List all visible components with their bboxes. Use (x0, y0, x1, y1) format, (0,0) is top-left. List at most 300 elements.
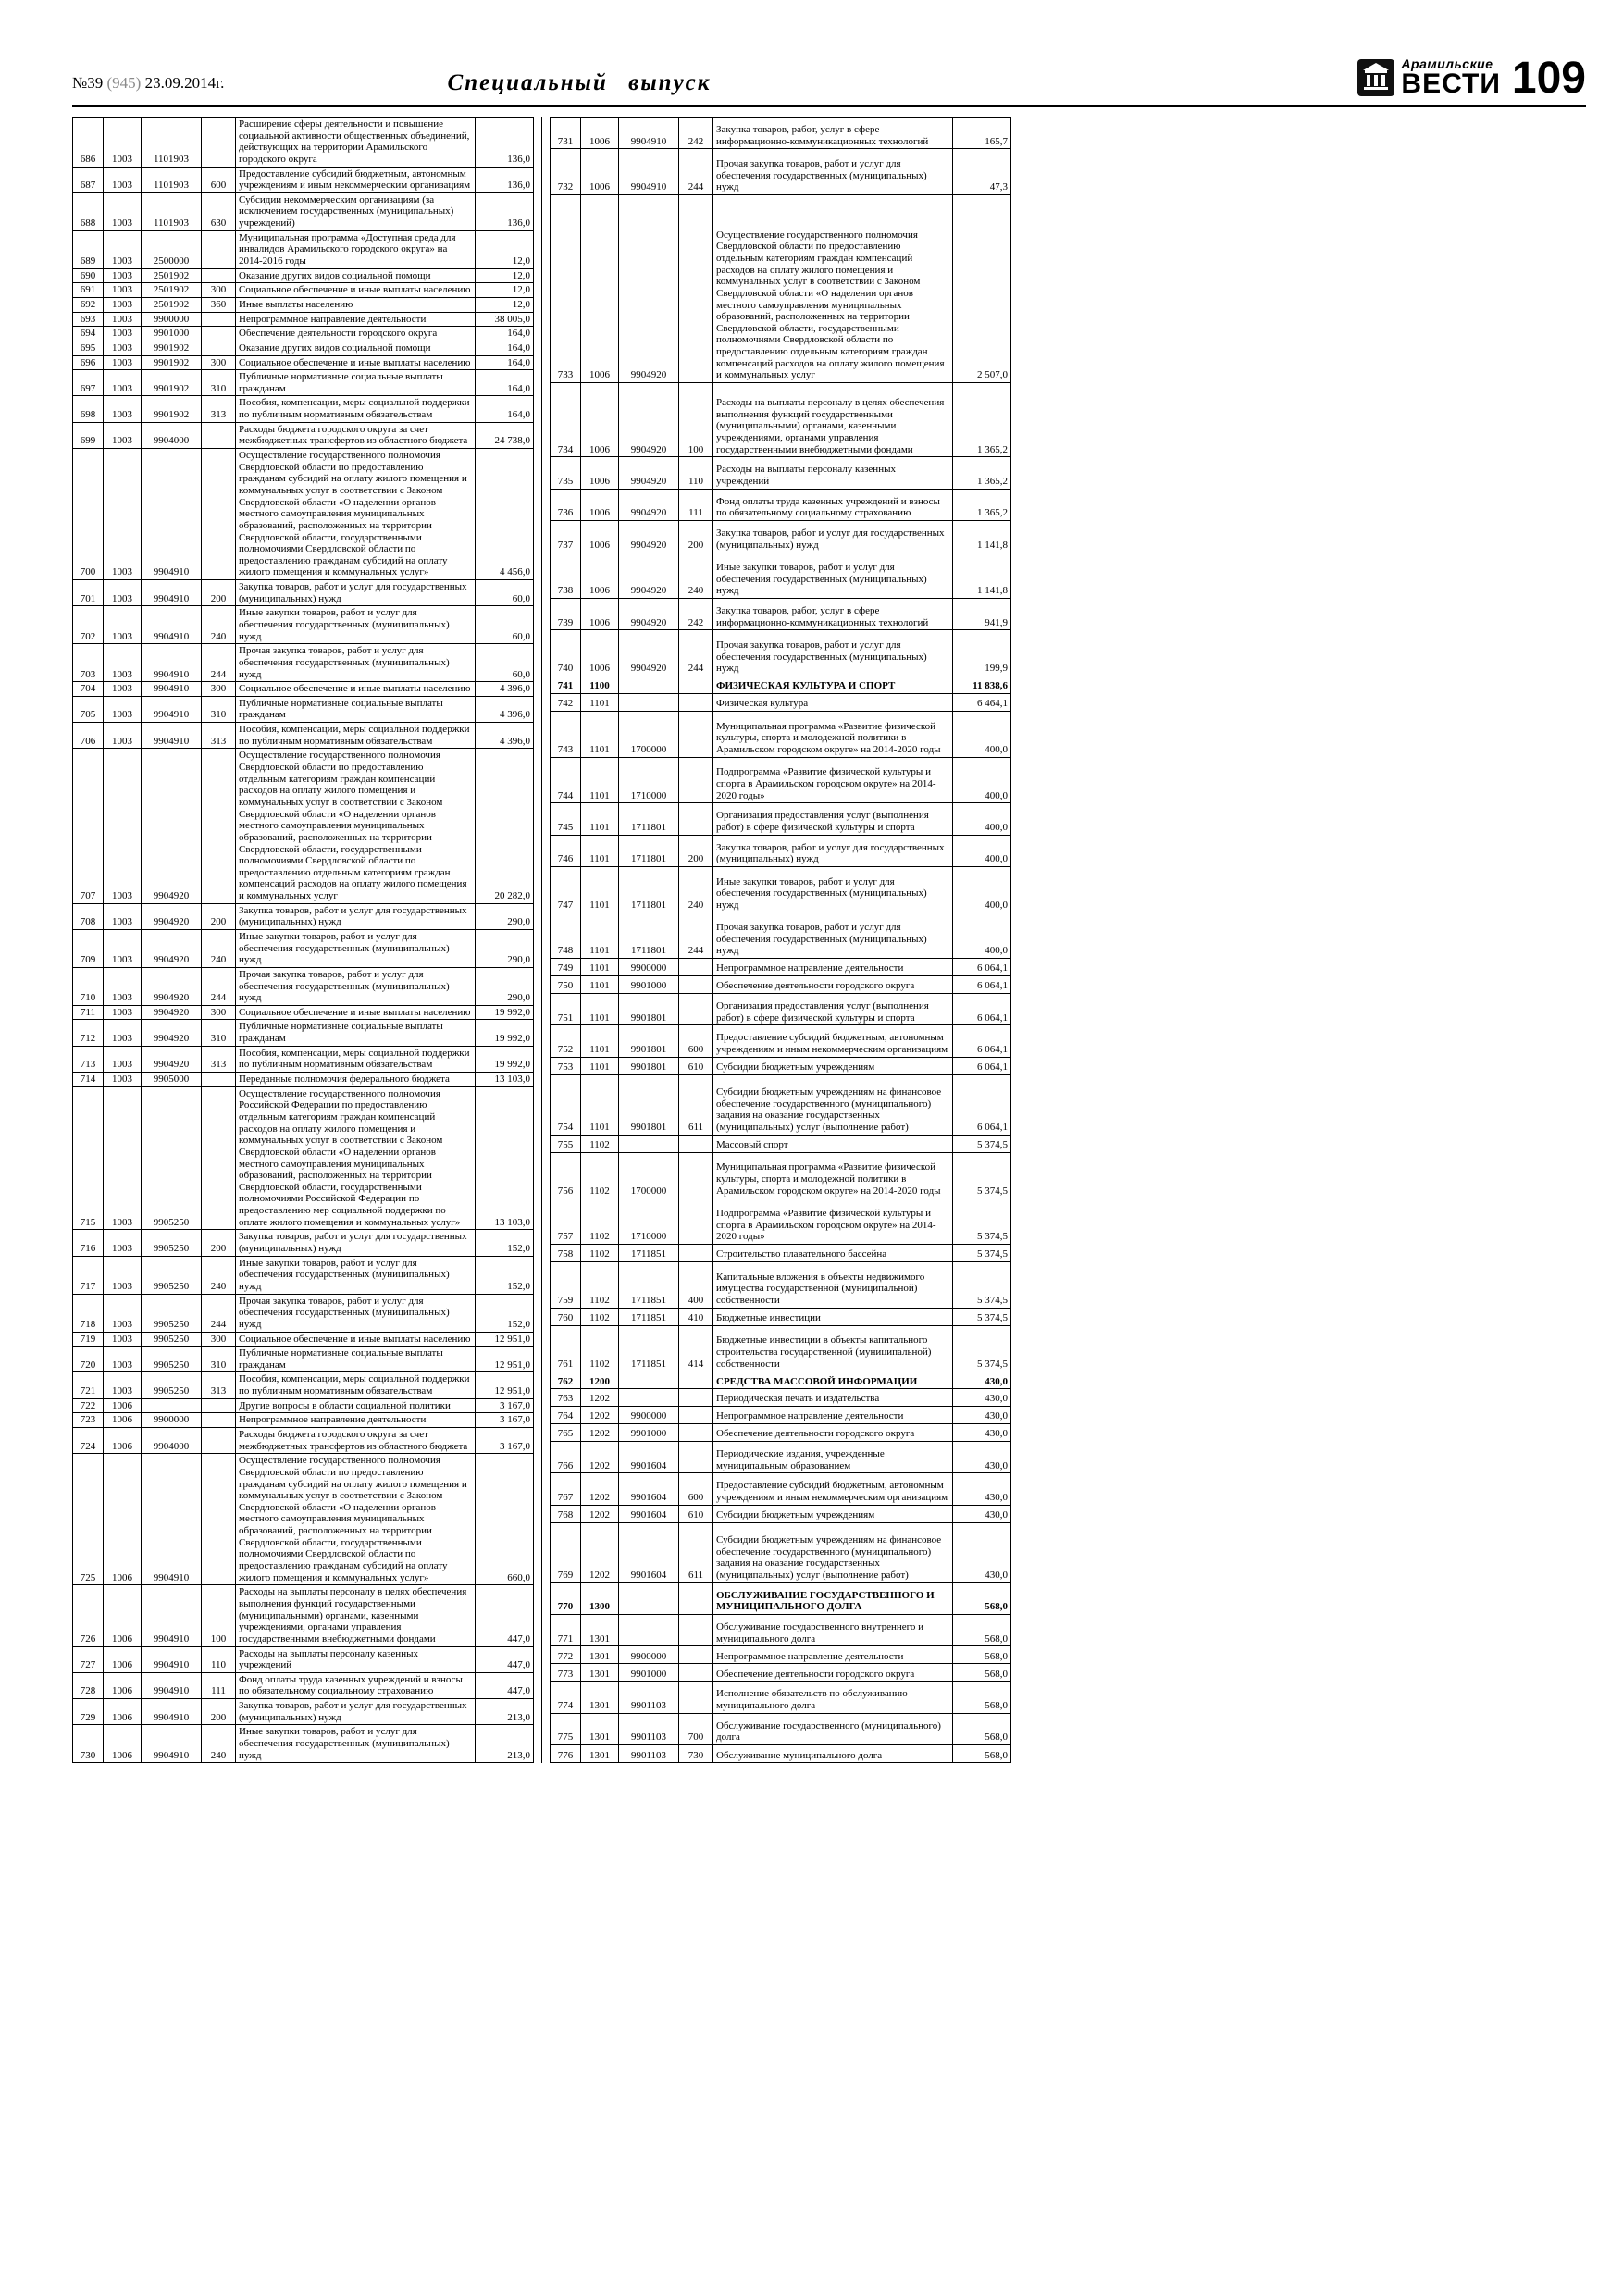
table-row (73, 1372, 534, 1398)
amount-cell: 136,0 (476, 167, 534, 192)
row-number-cell: 703 (73, 644, 104, 682)
target-article-code-cell: 9904920 (619, 383, 679, 457)
amount-cell: 152,0 (476, 1230, 534, 1256)
row-number-cell: 708 (73, 903, 104, 929)
description-cell: Пособия, компенсации, меры социальной поддержки по публичным нормативным обязательствам (236, 723, 476, 749)
amount-cell: 1 141,8 (953, 521, 1011, 552)
section-code-cell: 1003 (104, 355, 142, 370)
section-code-cell: 1006 (581, 118, 619, 149)
row-number-cell: 722 (73, 1398, 104, 1413)
expense-type-code-cell (202, 1427, 236, 1453)
expense-type-code-cell: 300 (202, 355, 236, 370)
description-cell: Фонд оплаты труда казенных учреждений и взносы по обязательному социальному страхованию (236, 1672, 476, 1698)
amount-cell: 12,0 (476, 230, 534, 268)
description-cell: Расходы бюджета городского округа за счет межбюджетных трансфертов из областного бюджета (236, 422, 476, 448)
amount-cell: 4 396,0 (476, 696, 534, 722)
amount-cell: 5 374,5 (953, 1261, 1011, 1308)
description-cell: Организация предоставления услуг (выполнения работ) в сфере физической культуры и спорта (713, 803, 953, 835)
table-row (551, 994, 1011, 1025)
target-article-code-cell (619, 1389, 679, 1407)
amount-cell: 6 064,1 (953, 976, 1011, 994)
description-cell: Пособия, компенсации, меры социальной поддержки по публичным нормативным обязательствам (236, 1046, 476, 1072)
row-number-cell: 706 (73, 723, 104, 749)
table-row (551, 1325, 1011, 1371)
amount-cell: 6 064,1 (953, 1057, 1011, 1074)
row-number-cell: 726 (73, 1585, 104, 1646)
expense-type-code-cell: 310 (202, 1020, 236, 1046)
description-cell: Предоставление субсидий бюджетным, автономным учреждениям и иным некоммерческим организациям (713, 1473, 953, 1505)
expense-type-code-cell: 200 (679, 521, 713, 552)
expense-type-code-cell: 611 (679, 1074, 713, 1135)
target-article-code-cell: 9904910 (142, 1646, 202, 1672)
section-code-cell: 1100 (581, 676, 619, 693)
amount-cell: 400,0 (953, 757, 1011, 803)
amount-cell: 11 838,6 (953, 676, 1011, 693)
table-row (551, 552, 1011, 599)
expense-type-code-cell: 200 (202, 580, 236, 606)
description-cell: Иные закупки товаров, работ и услуг для обеспечения государственных (муниципальных) нужд (236, 1725, 476, 1763)
description-cell: Субсидии бюджетным учреждениям (713, 1057, 953, 1074)
section-code-cell: 1006 (581, 383, 619, 457)
section-code-cell: 1102 (581, 1135, 619, 1152)
expense-type-code-cell: 300 (202, 283, 236, 298)
table-row (73, 1413, 534, 1428)
row-number-cell: 762 (551, 1371, 581, 1389)
table-row (551, 1074, 1011, 1135)
row-number-cell: 749 (551, 959, 581, 976)
table-row (73, 1347, 534, 1372)
amount-cell: 400,0 (953, 803, 1011, 835)
row-number-cell: 718 (73, 1294, 104, 1332)
section-code-cell: 1101 (581, 693, 619, 711)
section-code-cell: 1003 (104, 370, 142, 396)
table-row (551, 711, 1011, 757)
expense-type-code-cell (679, 1424, 713, 1442)
target-article-code-cell (619, 676, 679, 693)
section-code-cell: 1003 (104, 903, 142, 929)
table-columns (72, 117, 1586, 1763)
section-code-cell: 1003 (104, 1372, 142, 1398)
section-code-cell: 1003 (104, 449, 142, 580)
section-code-cell: 1006 (104, 1454, 142, 1585)
expense-type-code-cell (202, 449, 236, 580)
row-number-cell: 733 (551, 194, 581, 382)
row-number-cell: 755 (551, 1135, 581, 1152)
description-cell: Переданные полномочия федерального бюджета (236, 1073, 476, 1087)
expense-type-code-cell: 730 (679, 1744, 713, 1762)
description-cell: Обслуживание государственного внутреннего и муниципального долга (713, 1614, 953, 1645)
target-article-code-cell: 9901103 (619, 1682, 679, 1713)
page-number: 109 (1511, 54, 1586, 104)
section-code-cell: 1003 (104, 327, 142, 341)
amount-cell: 290,0 (476, 903, 534, 929)
target-article-code-cell: 1711801 (619, 912, 679, 959)
table-row (551, 1473, 1011, 1505)
table-row (73, 297, 534, 312)
target-article-code-cell: 2501902 (142, 268, 202, 283)
target-article-code-cell: 9904910 (142, 449, 202, 580)
section-code-cell: 1301 (581, 1664, 619, 1682)
issue-info (72, 74, 224, 98)
target-article-code-cell: 9900000 (619, 1646, 679, 1664)
description-cell: Иные выплаты населению (236, 297, 476, 312)
row-number-cell: 742 (551, 693, 581, 711)
description-cell: Муниципальная программа «Развитие физической культуры, спорта и молодежной политики в Арамильском городском округе» на 2014-2020 годы (713, 711, 953, 757)
expense-type-code-cell (679, 803, 713, 835)
amount-cell: 13 103,0 (476, 1073, 534, 1087)
table-row (73, 1725, 534, 1763)
amount-cell: 400,0 (953, 912, 1011, 959)
expense-type-code-cell: 611 (679, 1522, 713, 1582)
section-code-cell: 1003 (104, 1086, 142, 1230)
target-article-code-cell: 9900000 (142, 312, 202, 327)
row-number-cell: 725 (73, 1454, 104, 1585)
target-article-code-cell: 9901000 (619, 1664, 679, 1682)
amount-cell: 568,0 (953, 1664, 1011, 1682)
target-article-code-cell: 9901604 (619, 1442, 679, 1473)
target-article-code-cell: 1711851 (619, 1325, 679, 1371)
amount-cell: 430,0 (953, 1389, 1011, 1407)
row-number-cell: 695 (73, 341, 104, 355)
amount-cell: 4 396,0 (476, 682, 534, 697)
amount-cell: 5 374,5 (953, 1325, 1011, 1371)
expense-type-code-cell: 400 (679, 1261, 713, 1308)
row-number-cell: 707 (73, 749, 104, 903)
expense-type-code-cell (679, 1407, 713, 1424)
target-article-code-cell: 9901801 (619, 994, 679, 1025)
description-cell: Обеспечение деятельности городского округа (713, 1424, 953, 1442)
target-article-code-cell: 9905000 (142, 1073, 202, 1087)
table-row (551, 1244, 1011, 1261)
target-article-code-cell: 9904920 (142, 903, 202, 929)
description-cell: Субсидии бюджетным учреждениям (713, 1505, 953, 1522)
row-number-cell: 738 (551, 552, 581, 599)
target-article-code-cell: 9904920 (619, 598, 679, 629)
amount-cell: 60,0 (476, 580, 534, 606)
expense-type-code-cell: 111 (202, 1672, 236, 1698)
row-number-cell: 752 (551, 1025, 581, 1057)
expense-type-code-cell: 242 (679, 118, 713, 149)
target-article-code-cell: 9901103 (619, 1713, 679, 1744)
target-article-code-cell: 9904910 (142, 1672, 202, 1698)
table-row (73, 903, 534, 929)
table-row (73, 723, 534, 749)
target-article-code-cell: 1700000 (619, 711, 679, 757)
target-article-code-cell: 9901902 (142, 341, 202, 355)
amount-cell: 6 064,1 (953, 959, 1011, 976)
section-code-cell: 1003 (104, 1230, 142, 1256)
section-code-cell: 1102 (581, 1152, 619, 1198)
target-article-code-cell: 1101903 (142, 192, 202, 230)
amount-cell: 400,0 (953, 866, 1011, 912)
section-code-cell: 1006 (104, 1427, 142, 1453)
target-article-code-cell: 9904920 (142, 1005, 202, 1020)
target-article-code-cell: 1101903 (142, 118, 202, 168)
table-row (73, 749, 534, 903)
row-number-cell: 720 (73, 1347, 104, 1372)
row-number-cell: 775 (551, 1713, 581, 1744)
section-code-cell: 1006 (581, 630, 619, 676)
target-article-code-cell: 9904910 (142, 644, 202, 682)
target-article-code-cell: 1711801 (619, 803, 679, 835)
section-code-cell: 1003 (104, 1020, 142, 1046)
description-cell: Иные закупки товаров, работ и услуг для обеспечения государственных (муниципальных) нужд (713, 866, 953, 912)
description-cell: Строительство плавательного бассейна (713, 1244, 953, 1261)
row-number-cell: 728 (73, 1672, 104, 1698)
expense-type-code-cell: 110 (679, 457, 713, 489)
section-code-cell: 1003 (104, 644, 142, 682)
description-cell: Оказание других видов социальной помощи (236, 341, 476, 355)
target-article-code-cell: 9901801 (619, 1057, 679, 1074)
target-article-code-cell: 9900000 (619, 959, 679, 976)
table-row (73, 1086, 534, 1230)
amount-cell: 13 103,0 (476, 1086, 534, 1230)
section-code-cell: 1101 (581, 835, 619, 866)
amount-cell: 164,0 (476, 341, 534, 355)
amount-cell: 20 282,0 (476, 749, 534, 903)
target-article-code-cell: 9901902 (142, 396, 202, 422)
description-cell: Расходы на выплаты персоналу казенных учреждений (713, 457, 953, 489)
section-code-cell: 1006 (581, 489, 619, 520)
description-cell: Закупка товаров, работ, услуг в сфере информационно-коммуникационных технологий (713, 598, 953, 629)
target-article-code-cell: 9901000 (619, 976, 679, 994)
description-cell: Капитальные вложения в объекты недвижимого имущества государственной (муниципальной) собственности (713, 1261, 953, 1308)
amount-cell: 164,0 (476, 327, 534, 341)
amount-cell: 6 064,1 (953, 994, 1011, 1025)
section-code-cell: 1003 (104, 1294, 142, 1332)
table-row (73, 1398, 534, 1413)
description-cell: Социальное обеспечение и иные выплаты населению (236, 283, 476, 298)
amount-cell: 136,0 (476, 192, 534, 230)
table-row (551, 1664, 1011, 1682)
expense-type-code-cell: 600 (679, 1025, 713, 1057)
target-article-code-cell: 9900000 (619, 1407, 679, 1424)
expense-type-code-cell (202, 422, 236, 448)
description-cell: Расходы на выплаты персоналу казенных учреждений (236, 1646, 476, 1672)
table-row (73, 312, 534, 327)
description-cell: Непрограммное направление деятельности (713, 959, 953, 976)
description-cell: Организация предоставления услуг (выполнения работ) в сфере физической культуры и спорта (713, 994, 953, 1025)
amount-cell: 60,0 (476, 606, 534, 644)
section-code-cell: 1102 (581, 1308, 619, 1325)
amount-cell: 5 374,5 (953, 1244, 1011, 1261)
table-row (551, 835, 1011, 866)
table-row (551, 149, 1011, 195)
table-row (551, 521, 1011, 552)
target-article-code-cell: 9904000 (142, 1427, 202, 1453)
amount-cell: 430,0 (953, 1473, 1011, 1505)
expense-type-code-cell (679, 693, 713, 711)
section-code-cell: 1003 (104, 192, 142, 230)
table-row (551, 757, 1011, 803)
target-article-code-cell (619, 1582, 679, 1614)
description-cell: Социальное обеспечение и иные выплаты населению (236, 1005, 476, 1020)
target-article-code-cell: 9900000 (142, 1413, 202, 1428)
expense-type-code-cell: 360 (202, 297, 236, 312)
amount-cell: 5 374,5 (953, 1198, 1011, 1245)
table-row (551, 630, 1011, 676)
amount-cell: 47,3 (953, 149, 1011, 195)
target-article-code-cell: 1711801 (619, 866, 679, 912)
section-code-cell: 1202 (581, 1505, 619, 1522)
expense-type-code-cell: 310 (202, 1347, 236, 1372)
row-number-cell: 724 (73, 1427, 104, 1453)
description-cell: Осуществление государственного полномочия Российской Федерации по предоставлению отдельным категориям граждан компенсаций расходов на оплату жилого помещения и коммунальных услуг в соответствии с Законом Свердловской области «О наделении органов местного самоуправления муниципальных образований, расположенных на территории Свердловской области, государственными полномочиями Российской Федерации по предоставлению мер социальной поддержки по оплате жилого помещения и коммунальных услуг» (236, 1086, 476, 1230)
target-article-code-cell: 9901000 (142, 327, 202, 341)
section-code-cell: 1003 (104, 118, 142, 168)
table-row (551, 1261, 1011, 1308)
amount-cell: 165,7 (953, 118, 1011, 149)
table-row (73, 1672, 534, 1698)
expense-type-code-cell (679, 1442, 713, 1473)
row-number-cell: 759 (551, 1261, 581, 1308)
row-number-cell: 758 (551, 1244, 581, 1261)
row-number-cell: 696 (73, 355, 104, 370)
issue-date: 23.09.2014г. (144, 74, 225, 92)
expense-type-code-cell: 414 (679, 1325, 713, 1371)
target-article-code-cell: 9901801 (619, 1025, 679, 1057)
row-number-cell: 763 (551, 1389, 581, 1407)
description-cell: Прочая закупка товаров, работ и услуг для обеспечения государственных (муниципальных) нужд (713, 912, 953, 959)
table-row (551, 1308, 1011, 1325)
table-row (73, 1454, 534, 1585)
amount-cell: 199,9 (953, 630, 1011, 676)
expense-type-code-cell: 200 (202, 1230, 236, 1256)
description-cell: Подпрограмма «Развитие физической культуры и спорта в Арамильском городском округе» на 2014-2020 годы» (713, 757, 953, 803)
target-article-code-cell: 9905250 (142, 1372, 202, 1398)
row-number-cell: 764 (551, 1407, 581, 1424)
target-article-code-cell (619, 1135, 679, 1152)
target-article-code-cell: 9904920 (142, 749, 202, 903)
table-row (551, 1744, 1011, 1762)
row-number-cell: 705 (73, 696, 104, 722)
description-cell: ОБСЛУЖИВАНИЕ ГОСУДАРСТВЕННОГО И МУНИЦИПАЛЬНОГО ДОЛГА (713, 1582, 953, 1614)
amount-cell: 568,0 (953, 1582, 1011, 1614)
expense-type-code-cell: 200 (202, 903, 236, 929)
row-number-cell: 739 (551, 598, 581, 629)
description-cell: Прочая закупка товаров, работ и услуг для обеспечения государственных (муниципальных) нужд (236, 967, 476, 1005)
description-cell: Оказание других видов социальной помощи (236, 268, 476, 283)
expense-type-code-cell (202, 327, 236, 341)
row-number-cell: 770 (551, 1582, 581, 1614)
section-code-cell: 1200 (581, 1371, 619, 1389)
section-code-cell: 1003 (104, 422, 142, 448)
page-title: Специальный выпуск (447, 70, 712, 95)
target-article-code-cell: 9904920 (619, 552, 679, 599)
table-row (551, 457, 1011, 489)
row-number-cell: 716 (73, 1230, 104, 1256)
row-number-cell: 746 (551, 835, 581, 866)
amount-cell: 568,0 (953, 1646, 1011, 1664)
section-code-cell: 1101 (581, 711, 619, 757)
description-cell: Прочая закупка товаров, работ и услуг для обеспечения государственных (муниципальных) нужд (713, 149, 953, 195)
table-row (73, 580, 534, 606)
expense-type-code-cell: 100 (202, 1585, 236, 1646)
description-cell: Расходы бюджета городского округа за счет межбюджетных трансфертов из областного бюджета (236, 1427, 476, 1453)
table-row (73, 682, 534, 697)
row-number-cell: 723 (73, 1413, 104, 1428)
expense-type-code-cell (679, 711, 713, 757)
expense-type-code-cell: 200 (202, 1699, 236, 1725)
row-number-cell: 688 (73, 192, 104, 230)
amount-cell: 447,0 (476, 1585, 534, 1646)
description-cell: Субсидии бюджетным учреждениям на финансовое обеспечение государственного (муниципального) задания на оказание государственных (муниципальных) услуг (выполнение работ) (713, 1522, 953, 1582)
section-code-cell: 1101 (581, 803, 619, 835)
amount-cell: 60,0 (476, 644, 534, 682)
expense-type-code-cell (202, 1454, 236, 1585)
row-number-cell: 747 (551, 866, 581, 912)
table-row (73, 341, 534, 355)
table-row (73, 192, 534, 230)
description-cell: Обслуживание муниципального долга (713, 1744, 953, 1762)
target-article-code-cell: 1710000 (619, 1198, 679, 1245)
row-number-cell: 734 (551, 383, 581, 457)
expense-type-code-cell (679, 1614, 713, 1645)
expense-type-code-cell: 310 (202, 696, 236, 722)
target-article-code-cell: 1710000 (619, 757, 679, 803)
row-number-cell: 710 (73, 967, 104, 1005)
table-row (551, 976, 1011, 994)
table-row (551, 1713, 1011, 1744)
amount-cell: 430,0 (953, 1371, 1011, 1389)
target-article-code-cell: 9904920 (142, 967, 202, 1005)
table-row (73, 422, 534, 448)
section-code-cell: 1003 (104, 312, 142, 327)
expense-type-code-cell (202, 1398, 236, 1413)
row-number-cell: 774 (551, 1682, 581, 1713)
description-cell: Осуществление государственного полномочия Свердловской области по предоставлению гражданам субсидий на оплату жилого помещения и коммунальных услуг в соответствии с Законом Свердловской области «О наделении органов местного самоуправления муниципальных образований, расположенных на территории Свердловской области, государственными полномочиями Свердловской области по предоставлению гражданам субсидий на оплату жилого помещения и коммунальных услуг» (236, 1454, 476, 1585)
amount-cell: 19 992,0 (476, 1046, 534, 1072)
expense-type-code-cell (202, 118, 236, 168)
table-row (551, 866, 1011, 912)
section-code-cell: 1101 (581, 976, 619, 994)
expense-type-code-cell: 244 (202, 967, 236, 1005)
amount-cell: 5 374,5 (953, 1308, 1011, 1325)
target-article-code-cell: 9905250 (142, 1256, 202, 1294)
amount-cell: 136,0 (476, 118, 534, 168)
target-article-code-cell: 9905250 (142, 1347, 202, 1372)
description-cell: СРЕДСТВА МАССОВОЙ ИНФОРМАЦИИ (713, 1371, 953, 1389)
expense-type-code-cell (202, 1073, 236, 1087)
table-row (73, 1005, 534, 1020)
expense-type-code-cell: 610 (679, 1505, 713, 1522)
target-article-code-cell: 9901000 (619, 1424, 679, 1442)
table-row (551, 1152, 1011, 1198)
amount-cell: 12,0 (476, 268, 534, 283)
table-row (73, 1230, 534, 1256)
expense-type-code-cell (679, 1152, 713, 1198)
row-number-cell: 697 (73, 370, 104, 396)
expense-type-code-cell (679, 994, 713, 1025)
vesti-building-icon (1357, 59, 1394, 96)
description-cell: Периодические издания, учрежденные муниципальным образованием (713, 1442, 953, 1473)
table-row (551, 959, 1011, 976)
target-article-code-cell: 9901604 (619, 1505, 679, 1522)
section-code-cell: 1003 (104, 682, 142, 697)
amount-cell: 3 167,0 (476, 1427, 534, 1453)
section-code-cell: 1003 (104, 749, 142, 903)
row-number-cell: 715 (73, 1086, 104, 1230)
table-row (551, 912, 1011, 959)
row-number-cell: 729 (73, 1699, 104, 1725)
column-divider (541, 117, 542, 1763)
section-code-cell: 1003 (104, 268, 142, 283)
section-code-cell: 1003 (104, 1256, 142, 1294)
expense-type-code-cell: 600 (679, 1473, 713, 1505)
description-cell: Закупка товаров, работ и услуг для государственных (муниципальных) нужд (236, 1699, 476, 1725)
target-article-code-cell: 9905250 (142, 1086, 202, 1230)
table-row (551, 1389, 1011, 1407)
